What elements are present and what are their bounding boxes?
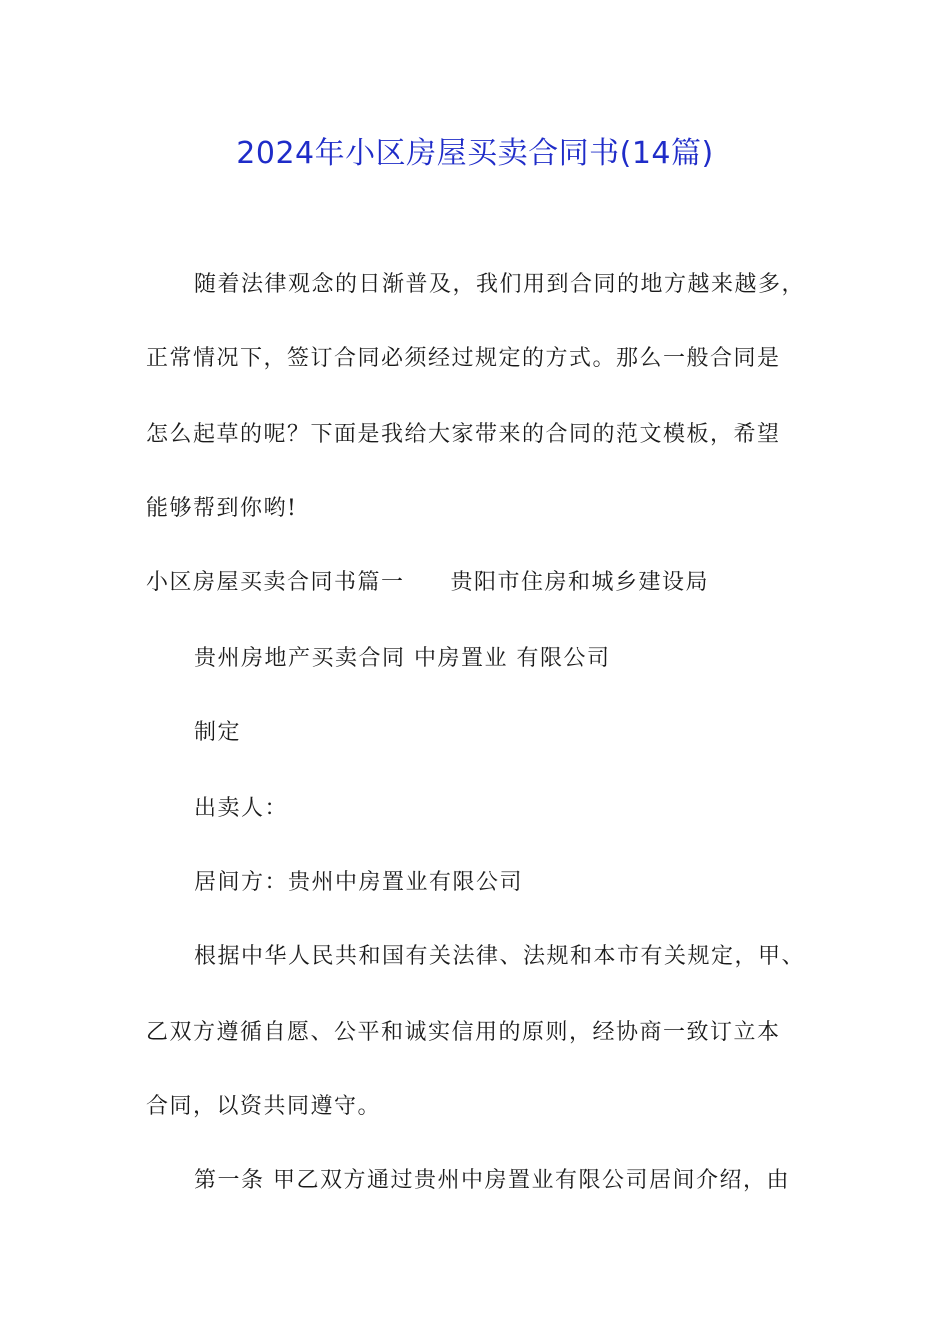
basis-line-3: 合同，以资共同遵守。 [146,1094,382,1119]
intro-line-2: 正常情况下，签订合同必须经过规定的方式。那么一般合同是 [146,346,781,371]
contract-name-line: 贵州房地产买卖合同 中房置业 有限公司 [194,646,611,671]
section-heading-line [146,568,709,598]
intro-line-3: 怎么起草的呢？下面是我给大家带来的合同的范文模板，希望 [146,422,781,447]
section-issuer: 贵阳市住房和城乡建设局 [450,570,710,595]
seller-label: 出卖人： [194,796,289,821]
document-title: 2024年小区房屋买卖合同书(14篇) [236,136,714,171]
intro-line-4: 能够帮到你哟! [146,496,298,521]
article-one-line: 第一条 甲乙双方通过贵州中房置业有限公司居间介绍，由 [194,1168,790,1193]
made-line: 制定 [194,720,242,745]
basis-line-1: 根据中华人民共和国有关法律、法规和本市有关规定，甲、 [194,944,806,969]
basis-line-2: 乙双方遵循自愿、公平和诚实信用的原则，经协商一致订立本 [146,1020,781,1045]
intro-line-1: 随着法律观念的日渐普及，我们用到合同的地方越来越多， [194,272,806,297]
section-heading: 小区房屋买卖合同书篇一 [146,570,405,595]
broker-line: 居间方：贵州中房置业有限公司 [194,870,524,895]
